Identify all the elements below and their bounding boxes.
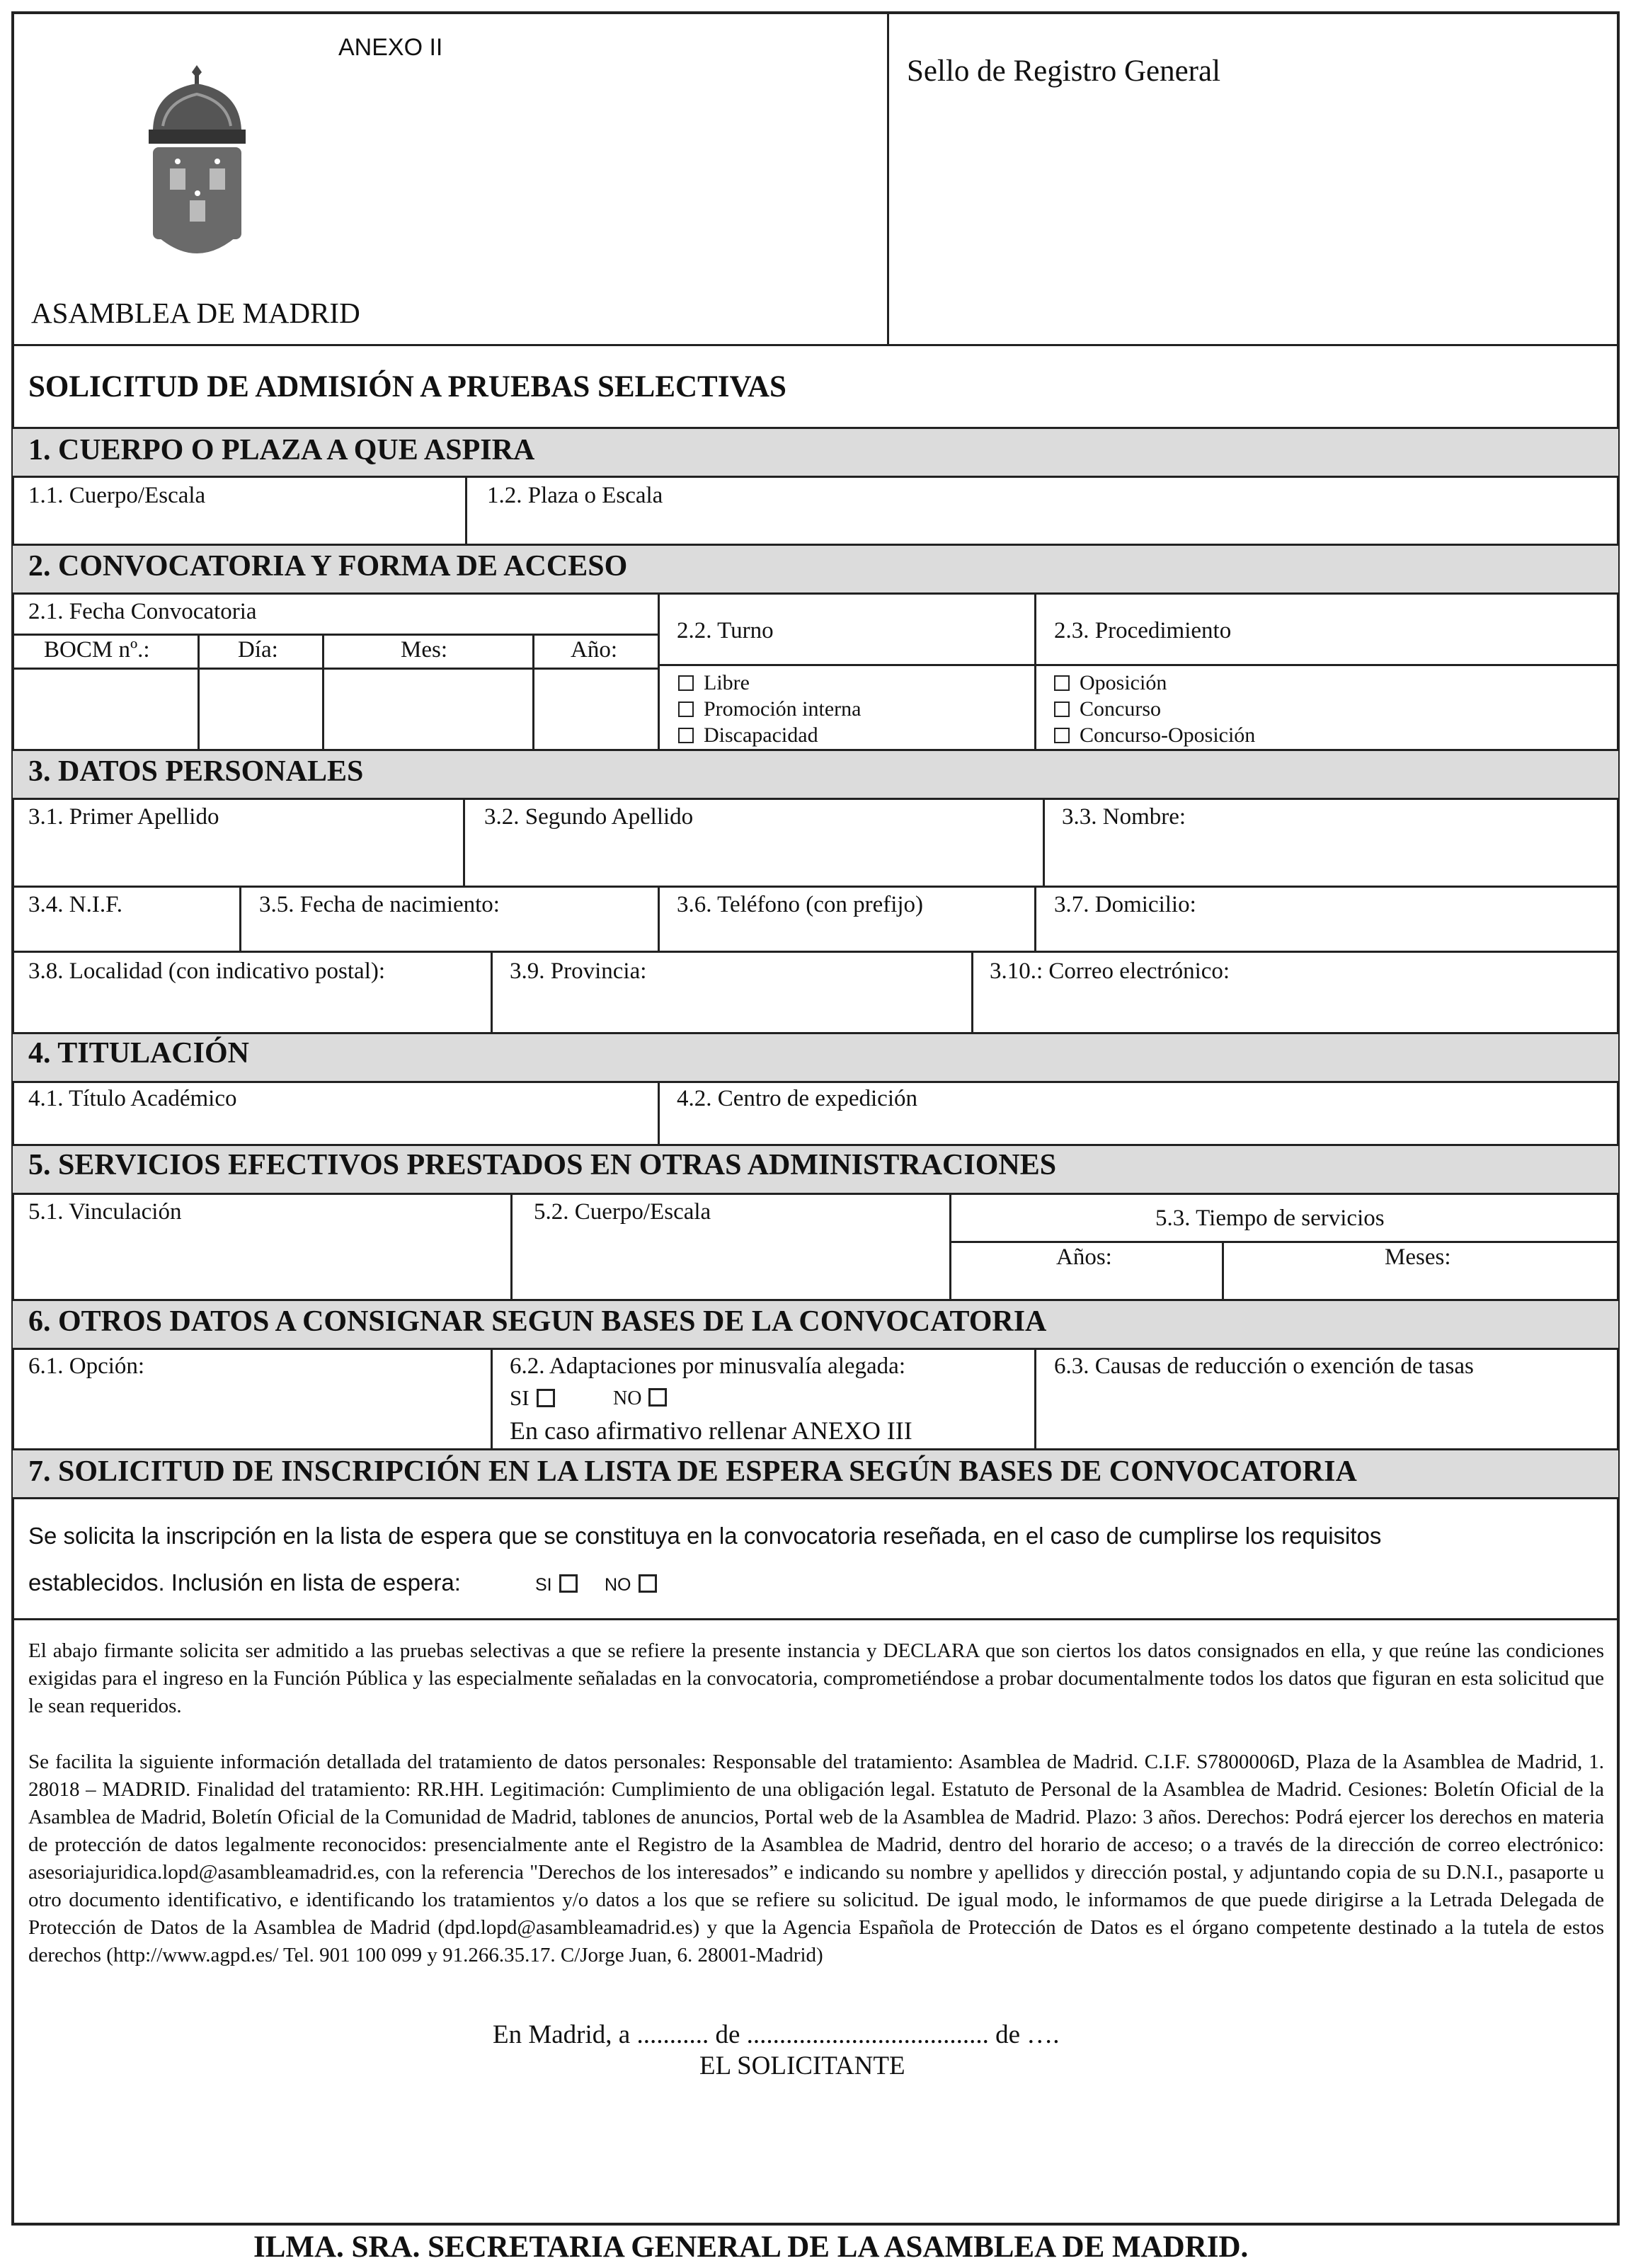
mes-label: Mes: <box>401 637 447 663</box>
divider <box>491 951 493 1032</box>
section-7-title: 7. SOLICITUD DE INSCRIPCIÓN EN LA LISTA DE ESPERA SEGÚN BASES DE CONVOCATORIA <box>28 1455 1357 1488</box>
field-anios[interactable]: Años: <box>1056 1244 1112 1270</box>
checkbox-icon <box>678 728 694 743</box>
section-2-title: 2. CONVOCATORIA Y FORMA DE ACCESO <box>28 550 628 583</box>
option-text: Concurso-Oposición <box>1080 723 1256 747</box>
field-nombre[interactable]: 3.3. Nombre: <box>1062 804 1186 830</box>
section-6-title: 6. OTROS DATOS A CONSIGNAR SEGUN BASES DE LA CONVOCATORIA <box>28 1305 1047 1338</box>
adaptaciones-si[interactable] <box>510 1385 555 1411</box>
input-dia[interactable] <box>200 670 322 749</box>
divider <box>491 1348 493 1448</box>
option-text: Promoción interna <box>704 697 862 721</box>
place-date-line[interactable]: En Madrid, a ........... de ..................................... de …. <box>493 2020 1060 2049</box>
field-opcion[interactable]: 6.1. Opción: <box>28 1353 145 1379</box>
privacy-notice: Se facilita la siguiente información detallada del tratamiento de datos personales: Responsable del tratamiento: Asamblea de Madrid. C.I.F. S7800006D, Plaza de la Asamblea de Madrid, 1. 28018 – MADRID. Finalidad del tratamiento: RR.HH. Legitimación: Cumplimiento de una obligación legal. Estatuto de Personal de la Asamblea de Madrid. Cesiones: Boletín Oficial de la Asamblea de Madrid, Boletín Oficial de la Comunidad de Madrid, tablones de anuncios, Portal web de la Asamblea de Madrid. Plazo: 3 años. Derechos: Podrá ejercer los derechos en materia de protección de datos legalmente reconocidos: presencialmente ante el Registro de la Asamblea de Madrid, dentro del horario de acceso; o a través de la dirección de correo electrónico: asesoriajuridica.lopd@asambleamadrid.es, con la referencia "Derechos de los interesados” e indicando su nombre y apellidos y dirección postal, y adjuntando copia de su D.N.I., pasaporte u otro documento identificativo, e identificando los tratamientos y/o datos a los que se refiere su solicitud. De igual modo, le informamos de que puede dirigirse a la Letrada Delegada de Protección de Datos de la Asamblea de Madrid (dpd.lopd@asambleamadrid.es) y que la Agencia Española de Protección de Datos es el órgano competente destinado a la tutela de estos derechos (http://www.agpd.es/ Tel. 901 100 099 y 91.266.35.17. C/Jorge Juan, 6. 28001-Madrid) <box>28 1751 1604 1966</box>
proc-option-concurso[interactable] <box>1054 697 1161 721</box>
field-centro-expedicion[interactable]: 4.2. Centro de expedición <box>677 1086 917 1111</box>
no-text: NO <box>613 1387 642 1409</box>
divider <box>13 344 1618 346</box>
field-cuerpo-escala[interactable]: 1.1. Cuerpo/Escala <box>28 483 206 508</box>
no-text: NO <box>605 1575 631 1595</box>
form-title: SOLICITUD DE ADMISIÓN A PRUEBAS SELECTIVAS <box>28 370 786 403</box>
option-text: Oposición <box>1080 671 1167 694</box>
lista-espera-text-1: Se solicita la inscripción en la lista de espera que se constituya en la convocatoria reseñada, en el caso de cumplirse los requisitos <box>28 1523 1382 1549</box>
adaptaciones-no[interactable] <box>613 1387 667 1410</box>
lista-espera-si[interactable] <box>535 1574 578 1596</box>
field-localidad[interactable]: 3.8. Localidad (con indicativo postal): <box>28 958 386 984</box>
divider <box>239 886 241 951</box>
divider <box>465 476 467 544</box>
turno-option-promocion[interactable] <box>678 697 861 721</box>
field-correo[interactable]: 3.10.: Correo electrónico: <box>990 958 1230 984</box>
checkbox-icon <box>678 701 694 717</box>
divider <box>971 951 973 1032</box>
divider <box>658 1081 660 1144</box>
declaration-text: El abajo firmante solicita ser admitido a las pruebas selectivas a que se refiere la presente instancia y DECLARA que son ciertos los datos consignados en ella, y que reúne las condiciones exigidas para el ingreso en la Función Pública y las especialmente señaladas en la convocatoria, comprometiéndose a probar documentalmente todos los datos que figuran en esta solicitud que le sean requeridos. <box>28 1639 1604 1717</box>
bocm-label: BOCM nº.: <box>44 637 150 663</box>
divider <box>13 1081 1618 1083</box>
adaptaciones-label: 6.2. Adaptaciones por minusvalía alegada: <box>510 1353 906 1379</box>
checkbox-icon <box>537 1389 555 1407</box>
field-plaza-escala[interactable]: 1.2. Plaza o Escala <box>487 483 663 508</box>
input-mes[interactable] <box>324 670 532 749</box>
dia-label: Día: <box>238 637 278 663</box>
input-bocm[interactable] <box>15 670 198 749</box>
divider <box>13 592 1618 595</box>
divider <box>949 1241 1618 1243</box>
si-text: SI <box>510 1385 530 1410</box>
option-text: Discapacidad <box>704 723 818 747</box>
field-provincia[interactable]: 3.9. Provincia: <box>510 958 647 984</box>
divider <box>13 1618 1618 1620</box>
lista-espera-no[interactable] <box>605 1574 657 1596</box>
fecha-convocatoria-label: 2.1. Fecha Convocatoria <box>28 599 257 624</box>
checkbox-icon <box>1054 675 1070 691</box>
field-fecha-nacimiento[interactable]: 3.5. Fecha de nacimiento: <box>259 892 500 917</box>
turno-option-libre[interactable] <box>678 671 750 695</box>
signer-label: EL SOLICITANTE <box>699 2051 905 2080</box>
divider <box>1034 1348 1036 1448</box>
input-anio[interactable] <box>534 670 658 749</box>
stamp-label: Sello de Registro General <box>907 55 1221 88</box>
coat-of-arms-emblem <box>139 62 256 264</box>
anio-label: Año: <box>571 637 617 663</box>
field-cuerpo-escala-servicio[interactable]: 5.2. Cuerpo/Escala <box>534 1199 711 1225</box>
divider <box>658 592 660 749</box>
annex-label: ANEXO II <box>338 34 443 61</box>
section-3-title: 3. DATOS PERSONALES <box>28 755 364 788</box>
checkbox-icon <box>559 1574 578 1593</box>
checkbox-icon <box>678 675 694 691</box>
divider <box>13 476 1618 478</box>
tiempo-servicios-label: 5.3. Tiempo de servicios <box>1155 1205 1385 1231</box>
section-4-band <box>13 1034 1618 1081</box>
divider <box>658 886 660 951</box>
divider <box>463 798 465 886</box>
checkbox-icon <box>648 1388 667 1407</box>
section-5-title: 5. SERVICIOS EFECTIVOS PRESTADOS EN OTRAS ADMINISTRACIONES <box>28 1149 1057 1181</box>
divider <box>13 1193 1618 1195</box>
header-divider <box>887 13 889 345</box>
divider <box>1034 592 1036 749</box>
procedimiento-label: 2.3. Procedimiento <box>1054 618 1232 643</box>
divider <box>510 1193 513 1299</box>
field-telefono[interactable]: 3.6. Teléfono (con prefijo) <box>677 892 924 917</box>
anexo-note: En caso afirmativo rellenar ANEXO III <box>510 1416 912 1445</box>
field-causas-reduccion[interactable]: 6.3. Causas de reducción o exención de tasas <box>1054 1353 1474 1379</box>
divider <box>949 1193 951 1299</box>
divider <box>13 1348 1618 1350</box>
field-titulo-academico[interactable]: 4.1. Título Académico <box>28 1086 237 1111</box>
section-4-title: 4. TITULACIÓN <box>28 1037 249 1070</box>
proc-option-concurso-oposicion[interactable] <box>1054 723 1255 748</box>
institution-name: ASAMBLEA DE MADRID <box>31 297 360 329</box>
proc-option-oposicion[interactable] <box>1054 671 1167 695</box>
checkbox-icon <box>639 1574 657 1593</box>
si-text: SI <box>535 1575 552 1595</box>
field-segundo-apellido[interactable]: 3.2. Segundo Apellido <box>484 804 694 830</box>
option-text: Concurso <box>1080 697 1161 721</box>
divider <box>1222 1241 1224 1299</box>
turno-option-discapacidad[interactable] <box>678 723 818 748</box>
divider <box>1043 798 1045 886</box>
lista-espera-text-2: establecidos. Inclusión en lista de espera: <box>28 1569 461 1596</box>
field-meses[interactable]: Meses: <box>1385 1244 1451 1270</box>
field-domicilio[interactable]: 3.7. Domicilio: <box>1054 892 1196 917</box>
field-nif[interactable]: 3.4. N.I.F. <box>28 892 123 917</box>
divider <box>13 798 1618 800</box>
checkbox-icon <box>1054 728 1070 743</box>
divider <box>658 664 1618 666</box>
section-1-title: 1. CUERPO O PLAZA A QUE ASPIRA <box>28 434 535 466</box>
turno-label: 2.2. Turno <box>677 618 774 643</box>
field-primer-apellido[interactable]: 3.1. Primer Apellido <box>28 804 219 830</box>
divider <box>13 634 658 636</box>
divider <box>1034 886 1036 951</box>
checkbox-icon <box>1054 701 1070 717</box>
option-text: Libre <box>704 671 750 694</box>
divider <box>13 886 1618 888</box>
divider <box>13 951 1618 953</box>
divider <box>13 1497 1618 1499</box>
footer-addressee: ILMA. SRA. SECRETARIA GENERAL DE LA ASAMBLEA DE MADRID. <box>253 2230 1249 2264</box>
field-vinculacion[interactable]: 5.1. Vinculación <box>28 1199 182 1225</box>
